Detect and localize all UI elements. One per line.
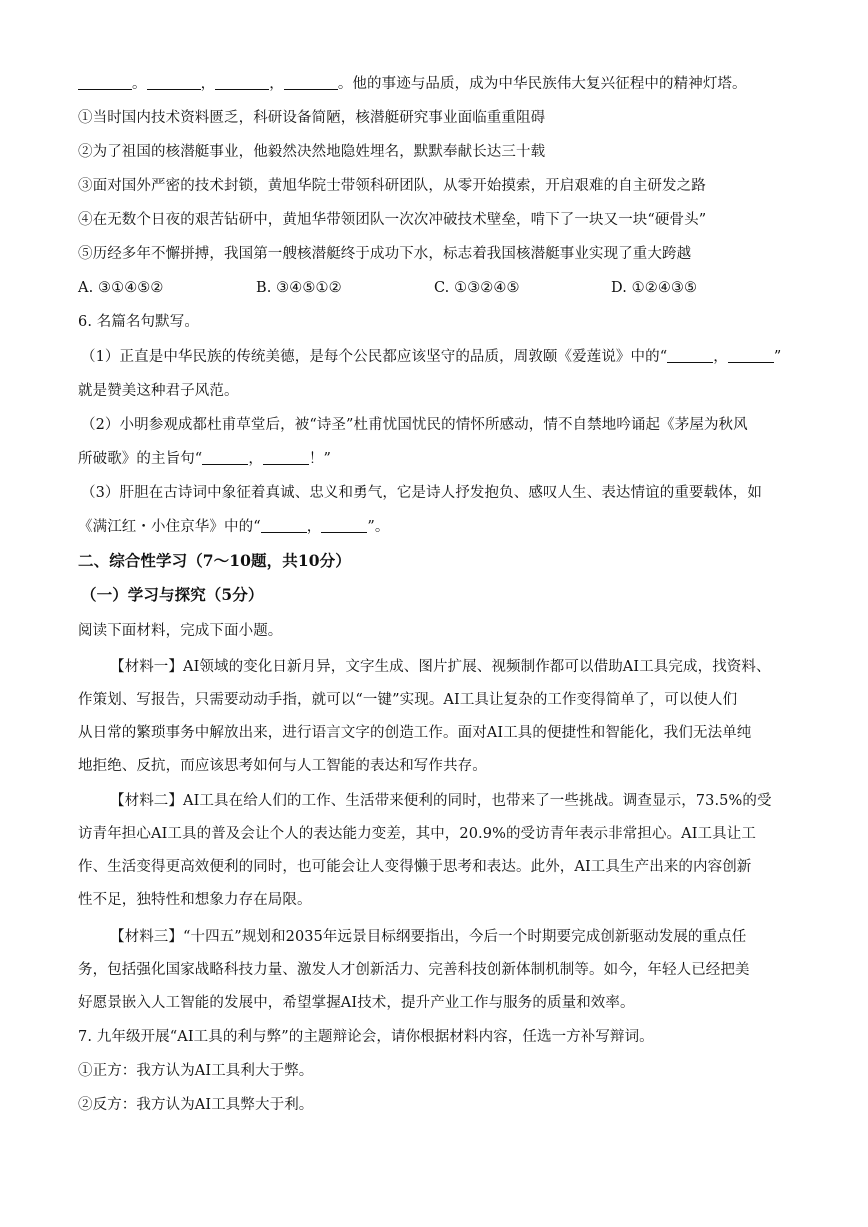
q6-part2: （2）小明参观成都杜甫草堂后，被“诗圣”杜甫忧国忧民的情怀所感动，情不自禁地吟诵起《茅屋为秋风 — [81, 417, 748, 433]
material1-line: 从日常的繁琐事务中解放出来，进行语言文字的创造工作。面对AI工具的便捷性和智能化，我们无法单纯 — [78, 725, 752, 741]
option-d: D. ①②④③⑤ — [611, 280, 698, 296]
q6-part2-text: 所破歌》的主旨句“ — [78, 451, 203, 467]
blank — [321, 517, 367, 533]
separator: ， — [269, 76, 284, 92]
material3-line: 【材料三】“十四五”规划和2035年远景目标纲要指出，今后一个时期要完成创新驱动发展的重点任 — [110, 929, 747, 945]
option-c: C. ①③②④⑤ — [434, 280, 520, 296]
blank — [728, 347, 774, 363]
q6-part3-cont — [78, 516, 389, 538]
blank — [667, 347, 713, 363]
q6-part1 — [81, 346, 781, 368]
quote-close: ！” — [308, 451, 332, 467]
blank — [78, 74, 132, 90]
sentence-1: ①当时国内技术资料匮乏，科研设备简陋，核潜艇研究事业面临重重阻碍 — [78, 110, 546, 126]
material3-line: 好愿景嵌入人工智能的发展中，希望掌握AI技术，提升产业工作与服务的质量和效率。 — [78, 995, 635, 1011]
separator: ， — [306, 519, 322, 535]
sub-heading: （一）学习与探究（5分） — [81, 585, 264, 604]
blank — [261, 517, 307, 533]
material1-line: 【材料一】AI领域的变化日新月异，文字生成、图片扩展、视频制作都可以借助AI工具完成，找资料、 — [110, 659, 771, 675]
q5-options — [78, 277, 798, 299]
separator: ， — [200, 76, 216, 92]
sentence-3: ③面对国外严密的技术封锁，黄旭华院士带领科研团队，从零开始摸索，开启艰难的自主研发之路 — [78, 178, 706, 194]
material1-line: 作策划、写报告，只需要动动手指，就可以“一键”实现。AI工具让复杂的工作变得简单了，可以使人们 — [78, 692, 738, 708]
fill-in-line — [78, 73, 747, 95]
option-b: B. ③④⑤①② — [256, 280, 342, 296]
material2-line: 【材料二】AI工具在给人们的工作、生活带来便利的同时，也带来了一些挑战。调查显示，73.5%的受 — [110, 793, 772, 809]
blank — [284, 74, 338, 90]
material2-line: 作、生活变得更高效便利的同时，也可能会让人变得懒于思考和表达。此外，AI工具生产出来的内容创新 — [78, 859, 752, 875]
quote-close: ” — [773, 349, 782, 365]
q6-part3: （3）肝胆在古诗词中象征着真诚、忠义和勇气，它是诗人抒发抱负、感叹人生、表达情谊的重要载体，如 — [81, 485, 762, 501]
q6-part1-cont: 就是赞美这种君子风范。 — [78, 383, 239, 399]
separator: ， — [248, 451, 263, 467]
q7-con-side: ②反方：我方认为AI工具弊大于利。 — [78, 1097, 314, 1113]
q6-part2-cont — [78, 448, 331, 470]
reading-instruction: 阅读下面材料，完成下面小题。 — [78, 623, 283, 639]
material1-line: 地拒绝、反抗，而应该思考如何与人工智能的表达和写作共存。 — [78, 758, 487, 774]
section-heading: 二、综合性学习（7～10题，共10分） — [78, 551, 351, 570]
blank — [263, 449, 309, 465]
sentence-4: ④在无数个日夜的艰苦钻研中，黄旭华带领团队一次次冲破技术壁垒，啃下了一块又一块“硬骨头” — [78, 212, 707, 228]
q7-pro-side: ①正方：我方认为AI工具利大于弊。 — [78, 1063, 314, 1079]
blank — [147, 74, 201, 90]
blank — [215, 74, 269, 90]
q6-title: 6. 名篇名句默写。 — [78, 314, 199, 330]
separator: 。 — [132, 76, 147, 92]
q7-title: 7. 九年级开展“AI工具的利与弊”的主题辩论会，请你根据材料内容，任选一方补写辩词。 — [78, 1029, 654, 1045]
fill-line-tail: 。他的事迹与品质，成为中华民族伟大复兴征程中的精神灯塔。 — [337, 76, 747, 92]
separator: ， — [713, 349, 728, 365]
blank — [202, 449, 248, 465]
quote-close: ”。 — [367, 519, 390, 535]
material3-line: 务，包括强化国家战略科技力量、激发人才创新活力、完善科技创新体制机制等。如今，年轻人已经把美 — [78, 962, 750, 978]
sentence-5: ⑤历经多年不懈拼搏，我国第一艘核潜艇终于成功下水，标志着我国核潜艇事业实现了重大跨越 — [78, 246, 692, 262]
sentence-2: ②为了祖国的核潜艇事业，他毅然决然地隐姓埋名，默默奉献长达三十载 — [78, 144, 546, 160]
material2-line: 性不足，独特性和想象力存在局限。 — [78, 892, 312, 908]
option-a: A. ③①④⑤② — [78, 280, 164, 296]
q6-part3-text: 《满江红・小住京华》中的“ — [78, 519, 261, 535]
material2-line: 访青年担心AI工具的普及会让个人的表达能力变差，其中，20.9%的受访青年表示非常担心。AI工具让工 — [78, 826, 756, 842]
q6-part1-text: （1）正直是中华民族的传统美德，是每个公民都应该坚守的品质，周敦颐《爱莲说》中的“ — [81, 349, 668, 365]
